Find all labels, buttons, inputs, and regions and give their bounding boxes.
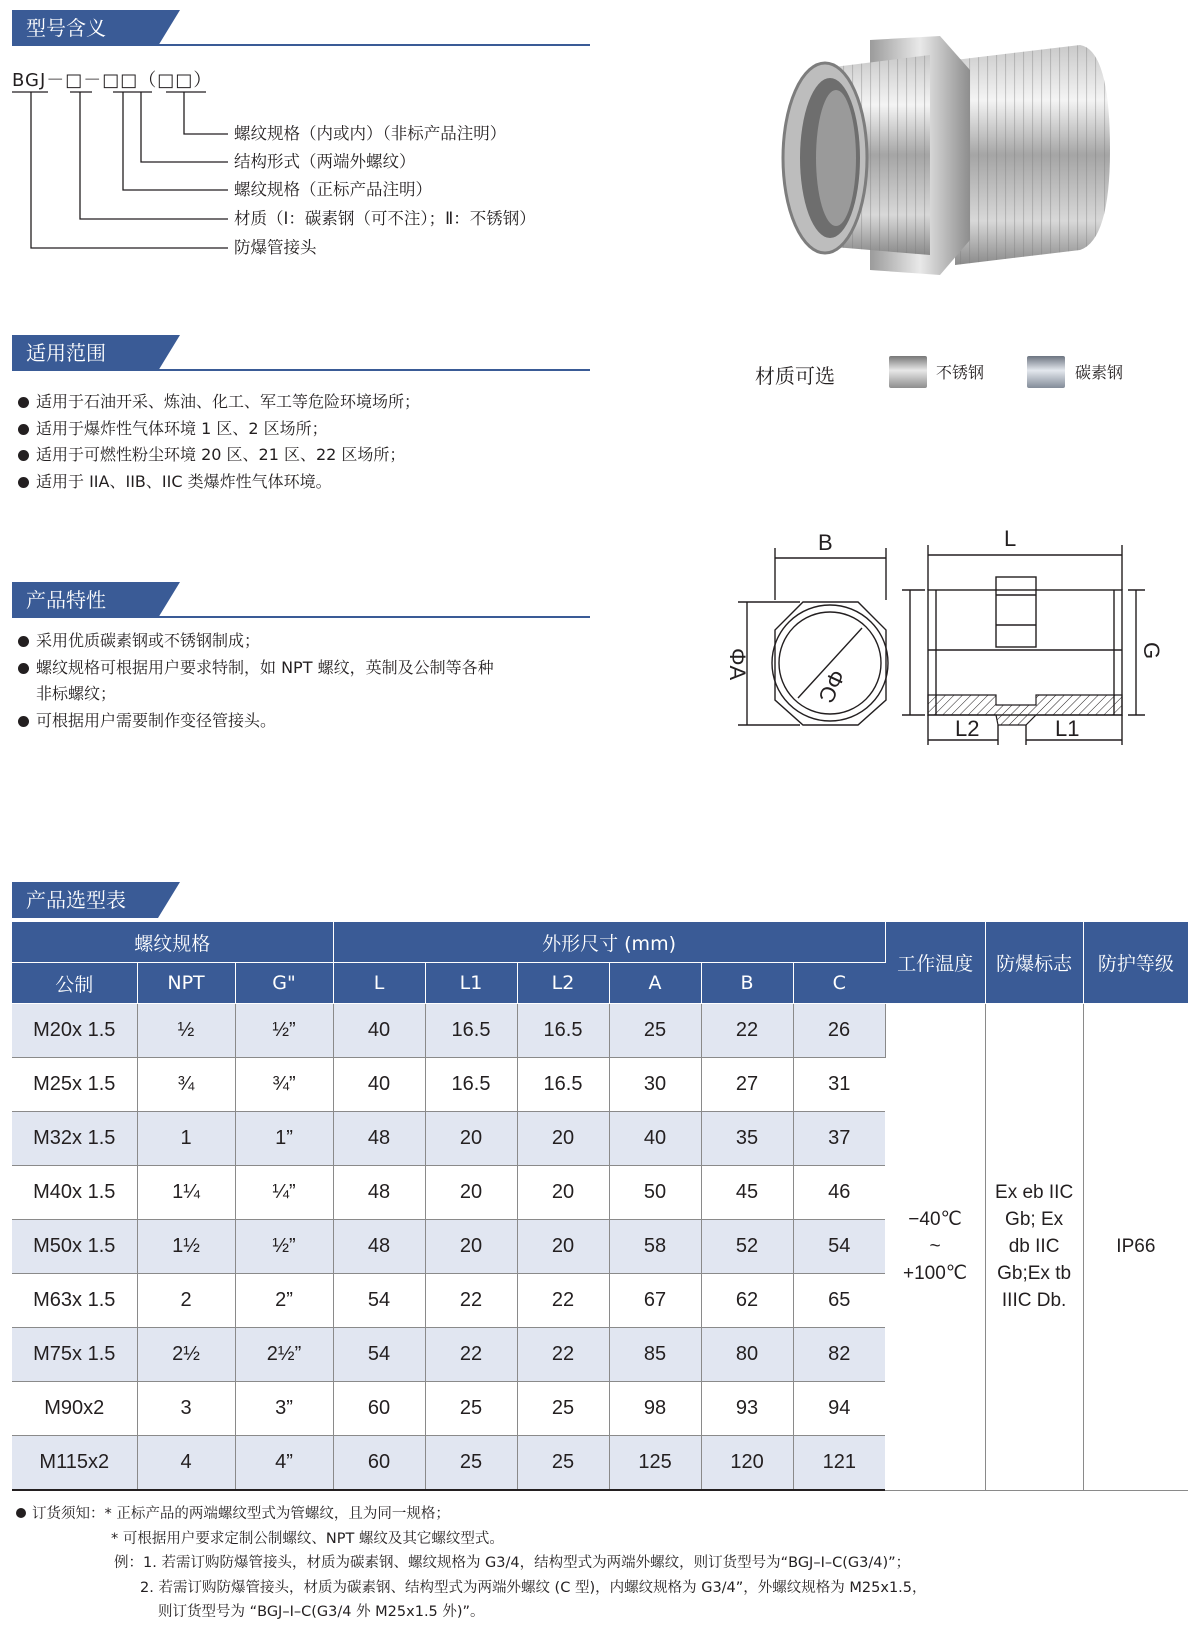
- feature-item-2-text: 螺纹规格可根据用户要求特制，如 NPT 螺纹，英制及公制等各种: [36, 657, 494, 677]
- table-cell: M63x 1.5: [12, 1274, 137, 1328]
- model-meaning-5: 防爆管接头: [234, 238, 317, 257]
- table-cell: 16.5: [517, 1004, 609, 1058]
- table-cell: 98: [609, 1382, 701, 1436]
- model-meaning-1: 螺纹规格（内或内）（非标产品注明）: [234, 124, 507, 143]
- table-cell: 54: [793, 1220, 885, 1274]
- ip-rating-cell: IP66: [1083, 1004, 1188, 1491]
- table-cell: 20: [425, 1220, 517, 1274]
- table-cell: ½: [137, 1004, 235, 1058]
- material-option-stainless: 不锈钢: [936, 363, 985, 382]
- section-scope-header: [12, 335, 590, 371]
- table-cell: 16.5: [517, 1058, 609, 1112]
- order-notes: [16, 1502, 927, 1625]
- subheader-l1: L1: [425, 963, 517, 1004]
- material-swatch-stainless: [889, 356, 927, 388]
- work-temp-cell: [885, 1004, 985, 1491]
- notes-example-1: 1. 若需订购防爆管接头，材质为碳素钢、螺纹规格为 G3/4，结构型式为两端外螺纹，则订货型号为“BGJ–I–C(G3/4)”；: [143, 1555, 911, 1571]
- header-thread-spec: 螺纹规格: [12, 922, 333, 963]
- dim-label-l: L: [1004, 526, 1017, 551]
- table-cell: 120: [701, 1436, 793, 1491]
- table-cell: 1”: [235, 1112, 333, 1166]
- table-cell: 20: [425, 1166, 517, 1220]
- table-cell: 1½: [137, 1220, 235, 1274]
- header-ip-rating: 防护等级: [1083, 922, 1188, 1004]
- notes-example-lead: 例：: [114, 1555, 143, 1571]
- table-cell: 22: [425, 1274, 517, 1328]
- subheader-npt: NPT: [137, 963, 235, 1004]
- table-cell: 16.5: [425, 1058, 517, 1112]
- dim-label-l1: L1: [1055, 716, 1080, 741]
- table-cell: 25: [517, 1436, 609, 1491]
- table-cell: M90x2: [12, 1382, 137, 1436]
- table-cell: 67: [609, 1274, 701, 1328]
- notes-row-1: [16, 1502, 927, 1527]
- table-row: [12, 1004, 1188, 1058]
- subheader-metric: 公制: [12, 963, 137, 1004]
- table-cell: 2½: [137, 1328, 235, 1382]
- feature-item-1-text: 采用优质碳素钢或不锈钢制成；: [36, 631, 261, 650]
- model-meaning-3: 螺纹规格（正标产品注明）: [234, 180, 432, 199]
- table-cell: ¾: [137, 1058, 235, 1112]
- table-cell: ½”: [235, 1220, 333, 1274]
- feature-item-2-cont: 非标螺纹；: [36, 684, 117, 703]
- table-cell: M25x 1.5: [12, 1058, 137, 1112]
- section-model-title: 型号含义: [12, 10, 158, 46]
- table-cell: 85: [609, 1328, 701, 1382]
- section-features-title: 产品特性: [12, 582, 158, 618]
- dim-label-b: B: [818, 530, 833, 555]
- header-dimensions: 外形尺寸 (mm): [333, 922, 885, 963]
- notes-item-1: * 正标产品的两端螺纹型式为管螺纹，且为同一规格；: [104, 1506, 450, 1522]
- table-cell: 60: [333, 1382, 425, 1436]
- table-cell: 20: [517, 1220, 609, 1274]
- dim-label-c: ΦC: [813, 665, 851, 707]
- table-cell: 22: [517, 1274, 609, 1328]
- table-cell: 48: [333, 1112, 425, 1166]
- table-cell: 22: [517, 1328, 609, 1382]
- feature-item-3: [12, 708, 494, 735]
- table-cell: 40: [333, 1004, 425, 1058]
- features-list: [12, 628, 494, 734]
- table-cell: 60: [333, 1436, 425, 1491]
- table-cell: 2½”: [235, 1328, 333, 1382]
- ex-mark-cell-line: Gb; Ex: [1005, 1209, 1064, 1231]
- technical-drawing: [720, 526, 1164, 790]
- material-option-carbon: 碳素钢: [1075, 363, 1124, 382]
- table-cell: ½”: [235, 1004, 333, 1058]
- table-cell: 94: [793, 1382, 885, 1436]
- notes-example-2: 2. 若需订购防爆管接头，材质为碳素钢、结构型式为两端外螺纹 (C 型)，内螺纹规格为 G3/4”，外螺纹规格为 M25x1.5，: [140, 1579, 927, 1596]
- notes-example-2-cont: 则订货型号为 “BGJ–I–C(G3/4 外 M25x1.5 外)”。: [158, 1604, 485, 1620]
- table-cell: 25: [517, 1382, 609, 1436]
- table-cell: 82: [793, 1328, 885, 1382]
- table-cell: M115x2: [12, 1436, 137, 1491]
- table-cell: 25: [425, 1436, 517, 1491]
- table-cell: 50: [609, 1166, 701, 1220]
- table-cell: 37: [793, 1112, 885, 1166]
- ex-mark-cell-line: Ex eb IIC: [995, 1182, 1074, 1204]
- scope-item-4: 适用于 IIA、IIB、IIC 类爆炸性气体环境。: [12, 469, 420, 496]
- table-cell: 35: [701, 1112, 793, 1166]
- table-cell: 1: [137, 1112, 235, 1166]
- table-cell: 93: [701, 1382, 793, 1436]
- header-work-temp: 工作温度: [885, 922, 985, 1004]
- subheader-b: B: [701, 963, 793, 1004]
- section-features-header: [12, 582, 590, 618]
- table-cell: 80: [701, 1328, 793, 1382]
- section-table-title: 产品选型表: [12, 882, 158, 918]
- model-code: BGJ－□－□□（□□）: [12, 70, 213, 91]
- table-cell: 46: [793, 1166, 885, 1220]
- subheader-l: L: [333, 963, 425, 1004]
- table-cell: 20: [517, 1166, 609, 1220]
- table-cell: 48: [333, 1166, 425, 1220]
- table-cell: 65: [793, 1274, 885, 1328]
- table-cell: 2”: [235, 1274, 333, 1328]
- table-cell: 20: [517, 1112, 609, 1166]
- table-cell: 16.5: [425, 1004, 517, 1058]
- table-cell: 26: [793, 1004, 885, 1058]
- table-cell: 62: [701, 1274, 793, 1328]
- material-swatch-carbon: [1027, 356, 1065, 388]
- table-cell: 20: [425, 1112, 517, 1166]
- section-table-header: [12, 882, 590, 918]
- section-divider: [12, 369, 590, 371]
- table-cell: 25: [609, 1004, 701, 1058]
- table-cell: 30: [609, 1058, 701, 1112]
- dim-label-a: ΦA: [725, 648, 750, 681]
- table-cell: 25: [425, 1382, 517, 1436]
- feature-item-1: [12, 628, 494, 655]
- table-cell: 4: [137, 1436, 235, 1491]
- table-cell: ¾”: [235, 1058, 333, 1112]
- table-cell: 54: [333, 1328, 425, 1382]
- table-cell: 3: [137, 1382, 235, 1436]
- scope-item-2: 适用于爆炸性气体环境 1 区、2 区场所；: [12, 416, 420, 443]
- table-cell: 1¼: [137, 1166, 235, 1220]
- subheader-g: G": [235, 963, 333, 1004]
- model-meaning-2: 结构形式（两端外螺纹）: [234, 152, 416, 171]
- table-cell: 27: [701, 1058, 793, 1112]
- model-code-leader-lines: [0, 0, 240, 270]
- table-cell: 31: [793, 1058, 885, 1112]
- table-cell: 40: [609, 1112, 701, 1166]
- material-title: 材质可选: [755, 364, 835, 388]
- selection-table: [12, 922, 1188, 1491]
- table-cell: 54: [333, 1274, 425, 1328]
- table-cell: 45: [701, 1166, 793, 1220]
- table-cell: 121: [793, 1436, 885, 1491]
- ex-mark-cell: [985, 1004, 1083, 1491]
- dim-label-l2: L2: [955, 716, 980, 741]
- scope-item-3: 适用于可燃性粉尘环境 20 区、21 区、22 区场所；: [12, 442, 420, 469]
- notes-row-3: [16, 1551, 927, 1576]
- table-cell: M40x 1.5: [12, 1166, 137, 1220]
- dim-label-g: G: [1139, 642, 1164, 660]
- feature-item-3-text: 可根据用户需要制作变径管接头。: [36, 710, 277, 730]
- work-temp-cell-line: ~: [929, 1236, 941, 1258]
- table-cell: 52: [701, 1220, 793, 1274]
- model-meaning-4: 材质（Ⅰ：碳素钢（可不注）；Ⅱ：不锈钢）: [234, 209, 536, 228]
- header-ex-mark: 防爆标志: [985, 922, 1083, 1004]
- table-cell: M32x 1.5: [12, 1112, 137, 1166]
- work-temp-cell-line: −40℃: [908, 1209, 962, 1231]
- notes-bullet: [16, 1508, 26, 1518]
- scope-item-1: 适用于石油开采、炼油、化工、军工等危险环境场所；: [12, 389, 420, 416]
- subheader-a: A: [609, 963, 701, 1004]
- notes-item-2: * 可根据用户要求定制公制螺纹、NPT 螺纹及其它螺纹型式。: [111, 1530, 504, 1547]
- section-divider: [12, 616, 590, 618]
- section-scope-title: 适用范围: [12, 335, 158, 371]
- feature-item-2: [12, 655, 494, 708]
- table-cell: 22: [425, 1328, 517, 1382]
- table-cell: M20x 1.5: [12, 1004, 137, 1058]
- table-cell: ¼”: [235, 1166, 333, 1220]
- table-cell: 4”: [235, 1436, 333, 1491]
- table-cell: M75x 1.5: [12, 1328, 137, 1382]
- table-cell: 125: [609, 1436, 701, 1491]
- work-temp-cell-line: +100℃: [903, 1263, 968, 1285]
- table-cell: 22: [701, 1004, 793, 1058]
- table-cell: 2: [137, 1274, 235, 1328]
- ex-mark-cell-line: Gb;Ex tb: [997, 1263, 1072, 1285]
- scope-list: [12, 389, 420, 495]
- table-cell: 48: [333, 1220, 425, 1274]
- notes-lead: 订货须知：: [32, 1506, 105, 1522]
- ex-mark-cell-line: IIIC Db.: [1001, 1290, 1067, 1312]
- table-cell: 58: [609, 1220, 701, 1274]
- subheader-c: C: [793, 963, 885, 1004]
- subheader-l2: L2: [517, 963, 609, 1004]
- table-cell: M50x 1.5: [12, 1220, 137, 1274]
- table-cell: 40: [333, 1058, 425, 1112]
- ex-mark-cell-line: db IIC: [1008, 1236, 1060, 1258]
- product-photo: [780, 30, 1120, 280]
- table-cell: 3”: [235, 1382, 333, 1436]
